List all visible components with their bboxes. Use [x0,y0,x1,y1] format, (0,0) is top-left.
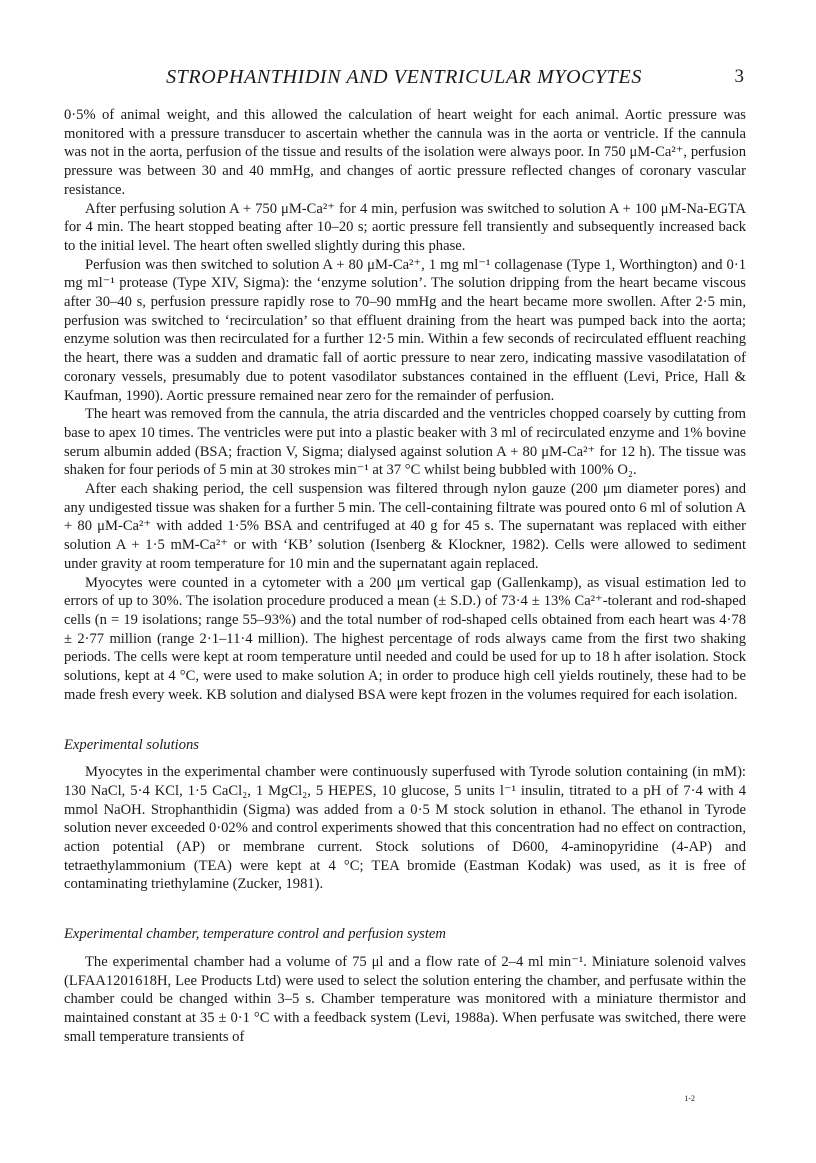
paragraph: Myocytes were counted in a cytometer with a 200 μm vertical gap (Gallenkamp), as visual estimation led to errors of up to 30%. The isolation procedure produced a mean (± S.D.) of 73·4 ± 13% Ca²⁺-tolerant and rod-shaped cells (n = 19 isolations; range 55–93%) and the total number of rod-shaped cells obtained from each heart was 4·78 ± 2·77 million (range 2·1–11·4 million). The highest percentage of rods always came from the first two shaking periods. The cells were kept at room temperature until needed and could be used for up to 18 h after isolation. Stock solutions, kept at 4 °C, were used to make solution A; in order to produce high cell yields routinely, these had to be made fresh every week. KB solution and dialysed BSA were kept frozen in the volumes required for each isolation. [64,574,746,703]
paragraph: Myocytes in the experimental chamber were continuously superfused with Tyrode solution containing (in mM): 130 NaCl, 5·4 KCl, 1·5 CaCl₂, 1 MgCl₂, 5 HEPES, 10 glucose, 5 units l⁻¹ insulin, titrated to a pH of 7·4 with 4 mmol NaOH. Strophanthidin (Sigma) was added from a 0·5 M stock solution in ethanol. The ethanol in Tyrode solution never exceeded 0·02% and control experiments showed that this concentration had no effect on contraction, action potential (AP) or membrane current. Stock solutions of D600, 4-aminopyridine (4-AP) and tetraethylammonium (TEA) were kept at 4 °C; TEA bromide (Eastman Kodak) was used, as it is free of contaminating triethylamine (Zucker, 1981). [64,764,746,893]
running-head: STROPHANTHIDIN AND VENTRICULAR MYOCYTES [166,66,642,88]
paragraph: The experimental chamber had a volume of 75 μl and a flow rate of 2–4 ml min⁻¹. Miniature solenoid valves (LFAA1201618H, Lee Products Ltd) were used to select the solution entering the chamber, and perfusate within the chamber could be changed within 3–5 s. Chamber temperature was monitored with a miniature thermistor and maintained constant at 35 ± 0·1 °C with a feedback system (Levi, 1988a). When perfusate was switched, there were small temperature transients of [64,953,746,1045]
signature-mark: 1-2 [684,1094,695,1103]
paragraph: After each shaking period, the cell suspension was filtered through nylon gauze (200 μm diameter pores) and any undigested tissue was shaken for a further 5 min. The cell-containing filtrate was poured onto 6 ml of solution A + 80 μM-Ca²⁺ with added 1·5% BSA and centrifuged at 40 g for 45 s. The supernatant was replaced with either solution A + 1·5 mM-Ca²⁺ or with ‘KB’ solution (Isenberg & Klockner, 1982). Cells were allowed to sediment under gravity at room temperature for 10 min and the supernatant again replaced. [64,481,746,572]
page-header [64,66,744,98]
paragraph: 0·5% of animal weight, and this allowed the calculation of heart weight for each animal. Aortic pressure was monitored with a pressure transducer to ascertain whether the cannula was in the aorta or ventricle. If the cannula was not in the aorta, perfusion of the tissue and results of the isolation were always poor. In 750 μM-Ca²⁺, perfusion pressure was between 30 and 40 mmHg, and changes of aortic pressure reflected changes of coronary vascular resistance. [64,107,746,198]
section-heading: Experimental chamber, temperature control and perfusion system [64,926,446,943]
paragraph: Perfusion was then switched to solution A + 80 μM-Ca²⁺, 1 mg ml⁻¹ collagenase (Type 1, Worthington) and 0·1 mg ml⁻¹ protease (Type XIV, Sigma): the ‘enzyme solution’. The solution dripping from the heart became viscous after 30–40 s, perfusion pressure rapidly rose to 70–90 mmHg and the heart became more swollen. After 2·5 min, perfusion was switched to ‘recirculation’ so that effluent draining from the heart was pumped back into the aorta; enzyme solution was then recirculated for a further 12·5 min. Within a few seconds of recirculated effluent reaching the heart, there was a sudden and dramatic fall of aortic pressure to near zero, indicating massive vasodilatation of coronary vessels, presumably due to potent vasodilator substances contained in the effluent (Levi, Price, Hall & Kaufman, 1990). Aortic pressure remained near zero for the remainder of perfusion. [64,256,746,404]
paragraph: After perfusing solution A + 750 μM-Ca²⁺ for 4 min, perfusion was switched to solution A + 100 μM-Na-EGTA for 4 min. The heart stopped beating after 10–20 s; aortic pressure fell transiently and subsequently increased back to the initial level. The heart often swelled slightly during this phase. [64,200,746,254]
article-body [64,106,746,1046]
paragraph: The heart was removed from the cannula, the atria discarded and the ventricles chopped coarsely by cutting from base to apex 10 times. The ventricles were put into a plastic beaker with 3 ml of recirculated enzyme and 1% bovine serum albumin added (BSA; fraction V, Sigma; dialysed against solution A + 80 μM-Ca²⁺ for 12 h). The tissue was shaken for four periods of 5 min at 30 strokes min⁻¹ at 37 °C whilst being bubbled with 100% O₂. [64,406,746,479]
section-heading: Experimental solutions [64,736,199,753]
page-number: 3 [734,66,744,87]
